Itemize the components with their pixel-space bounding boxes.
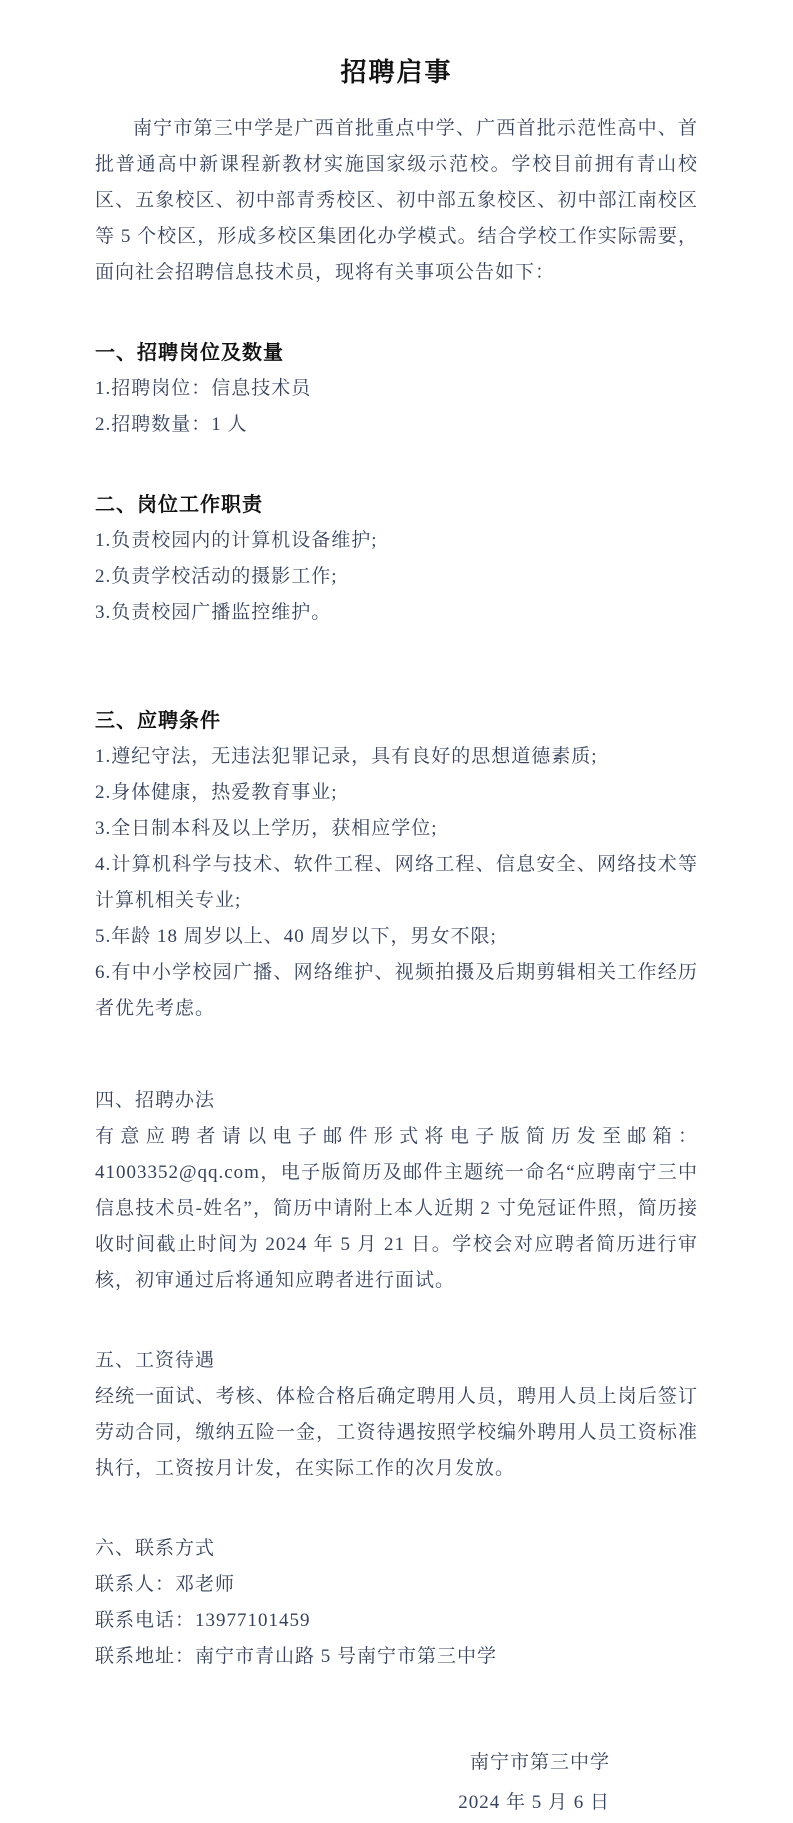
list-item: 1.招聘岗位：信息技术员 bbox=[95, 378, 312, 399]
section-contact bbox=[95, 1531, 698, 1675]
section-heading-positions: 一、招聘岗位及数量 bbox=[95, 342, 284, 364]
contact-person: 联系人：邓老师 bbox=[95, 1574, 236, 1595]
section-paragraph: 有意应聘者请以电子邮件形式将电子版简历发至邮箱：41003352@qq.com，电子版简历及邮件主题统一命名“应聘南宁三中信息技术员-姓名”，简历中请附上本人近期 2 寸免冠证件照，简历接收时间截止时间为 2024 年 5 月 21 日。学校会对应聘者简历进行审核，初审通过后将通知应聘者进行面试。 bbox=[95, 1126, 698, 1291]
list-item: 2.负责学校活动的摄影工作; bbox=[95, 566, 338, 587]
contact-address: 联系地址：南宁市青山路 5 号南宁市第三中学 bbox=[95, 1646, 498, 1667]
section-job-duties bbox=[95, 487, 698, 631]
list-item: 1.负责校园内的计算机设备维护; bbox=[95, 530, 378, 551]
signature-block bbox=[95, 1743, 698, 1823]
list-item: 1.遵纪守法，无违法犯罪记录，具有良好的思想道德素质; bbox=[95, 746, 598, 767]
intro-paragraph: 南宁市第三中学是广西首批重点中学、广西首批示范性高中、首批普通高中新课程新教材实施国家级示范校。学校目前拥有青山校区、五象校区、初中部青秀校区、初中部五象校区、初中部江南校区等 5 个校区，形成多校区集团化办学模式。结合学校工作实际需要，面向社会招聘信息技术员，现将有关事项公告如下： bbox=[95, 118, 698, 283]
signature-org: 南宁市第三中学 bbox=[469, 1752, 610, 1773]
section-heading-requirements: 三、应聘条件 bbox=[95, 710, 221, 732]
section-recruit-position bbox=[95, 335, 698, 443]
section-heading-duties: 二、岗位工作职责 bbox=[95, 494, 263, 516]
list-item: 3.全日制本科及以上学历，获相应学位; bbox=[95, 818, 438, 839]
section-application-method bbox=[95, 1083, 698, 1299]
section-paragraph: 经统一面试、考核、体检合格后确定聘用人员，聘用人员上岗后签订劳动合同，缴纳五险一金，工资待遇按照学校编外聘用人员工资标准执行，工资按月计发，在实际工作的次月发放。 bbox=[95, 1386, 698, 1479]
list-item: 2.身体健康，热爱教育事业; bbox=[95, 782, 338, 803]
list-item: 4.计算机科学与技术、软件工程、网络工程、信息安全、网络技术等计算机相关专业; bbox=[95, 854, 698, 911]
section-heading-method: 四、招聘办法 bbox=[95, 1090, 216, 1111]
list-item: 5.年龄 18 周岁以上、40 周岁以下，男女不限; bbox=[95, 926, 497, 947]
section-heading-contact: 六、联系方式 bbox=[95, 1538, 216, 1559]
section-requirements bbox=[95, 703, 698, 1027]
list-item: 3.负责校园广播监控维护。 bbox=[95, 602, 332, 623]
contact-phone: 联系电话：13977101459 bbox=[95, 1610, 311, 1631]
document-title: 招聘启事 bbox=[340, 57, 453, 87]
section-heading-salary: 五、工资待遇 bbox=[95, 1350, 216, 1371]
signature-date: 2024 年 5 月 6 日 bbox=[458, 1792, 610, 1813]
list-item: 2.招聘数量：1 人 bbox=[95, 414, 248, 435]
list-item: 6.有中小学校园广播、网络维护、视频拍摄及后期剪辑相关工作经历者优先考虑。 bbox=[95, 962, 698, 1019]
section-salary bbox=[95, 1343, 698, 1487]
